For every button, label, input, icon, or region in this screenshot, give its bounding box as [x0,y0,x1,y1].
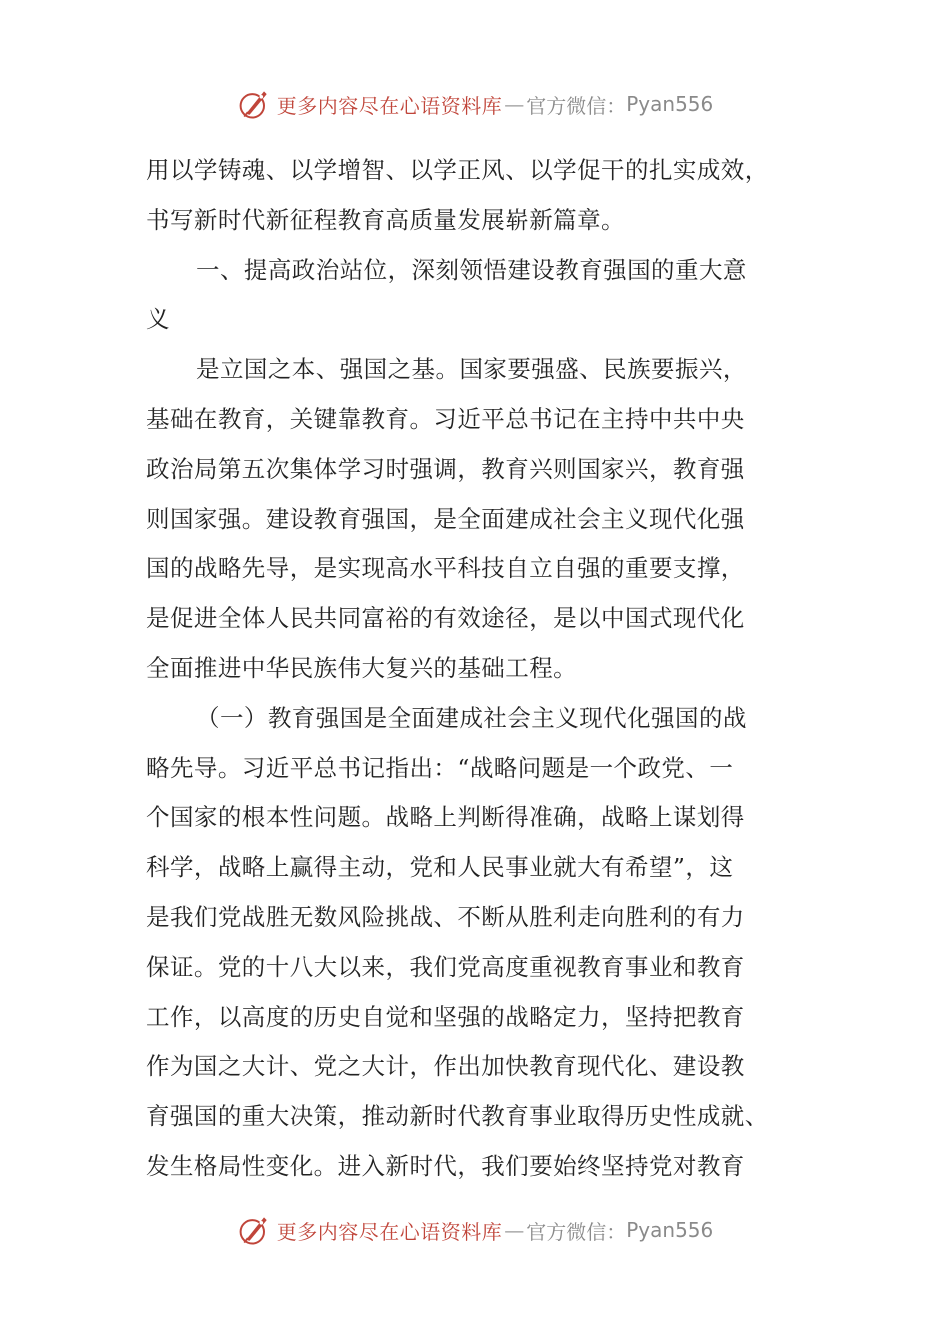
text-line: 是立国之本、强国之基。国家要强盛、民族要振兴， [196,355,747,384]
text-line: 基础在教育，关键靠教育。习近平总书记在主持中共中央 [146,404,745,433]
text-line: （一）教育强国是全面建成社会主义现代化强国的战 [196,703,747,732]
text-line: 育强国的重大决策，推动新时代教育事业取得历史性成就、 [146,1102,769,1131]
text-line: 作为国之大计、党之大计，作出加快教育现代化、建设教 [146,1052,745,1081]
text-line: 义 [146,305,170,334]
text-line: 发生格局性变化。进入新时代，我们要始终坚持党对教育 [146,1151,745,1180]
text-line: 科学，战略上赢得主动，党和人民事业就大有希望”，这 [146,853,734,882]
quill-logo-icon [237,86,273,122]
text-line: 是促进全体人民共同富裕的有效途径，是以中国式现代化 [146,604,745,633]
watermark-dash: — [504,1218,525,1242]
watermark-dash: — [504,92,525,116]
text-line: 书写新时代新征程教育高质量发展崭新篇章。 [146,205,625,234]
text-line: 保证。党的十八大以来，我们党高度重视教育事业和教育 [146,952,745,981]
watermark-wechat-label: 官方微信： [526,93,627,118]
text-line: 个国家的根本性问题。战略上判断得准确，战略上谋划得 [146,803,745,832]
watermark-wechat-id: Pyan556 [626,1218,714,1242]
quill-logo-icon [237,1212,273,1248]
header-watermark [0,84,950,124]
watermark-site-text: 更多内容尽在心语资料库 [276,1219,503,1244]
footer-watermark [0,1210,950,1250]
text-line: 一、提高政治站位，深刻领悟建设教育强国的重大意 [196,255,747,284]
text-line: 政治局第五次集体学习时强调，教育兴则国家兴，教育强 [146,454,745,483]
text-line: 则国家强。建设教育强国，是全面建成社会主义现代化强 [146,504,745,533]
text-line: 国的战略先导，是实现高水平科技自立自强的重要支撑， [146,554,745,583]
text-line: 全面推进中华民族伟大复兴的基础工程。 [146,653,578,682]
text-line: 略先导。习近平总书记指出：“战略问题是一个政党、一 [146,753,734,782]
watermark-wechat-label: 官方微信： [526,1219,627,1244]
watermark-wechat-id: Pyan556 [626,92,714,116]
text-line: 是我们党战胜无数风险挑战、不断从胜利走向胜利的有力 [146,902,745,931]
watermark-site-text: 更多内容尽在心语资料库 [276,93,503,118]
document-body [146,146,804,1192]
text-line: 用以学铸魂、以学增智、以学正风、以学促干的扎实成效， [146,156,769,184]
text-line: 工作，以高度的历史自觉和坚强的战略定力，坚持把教育 [146,1002,745,1031]
